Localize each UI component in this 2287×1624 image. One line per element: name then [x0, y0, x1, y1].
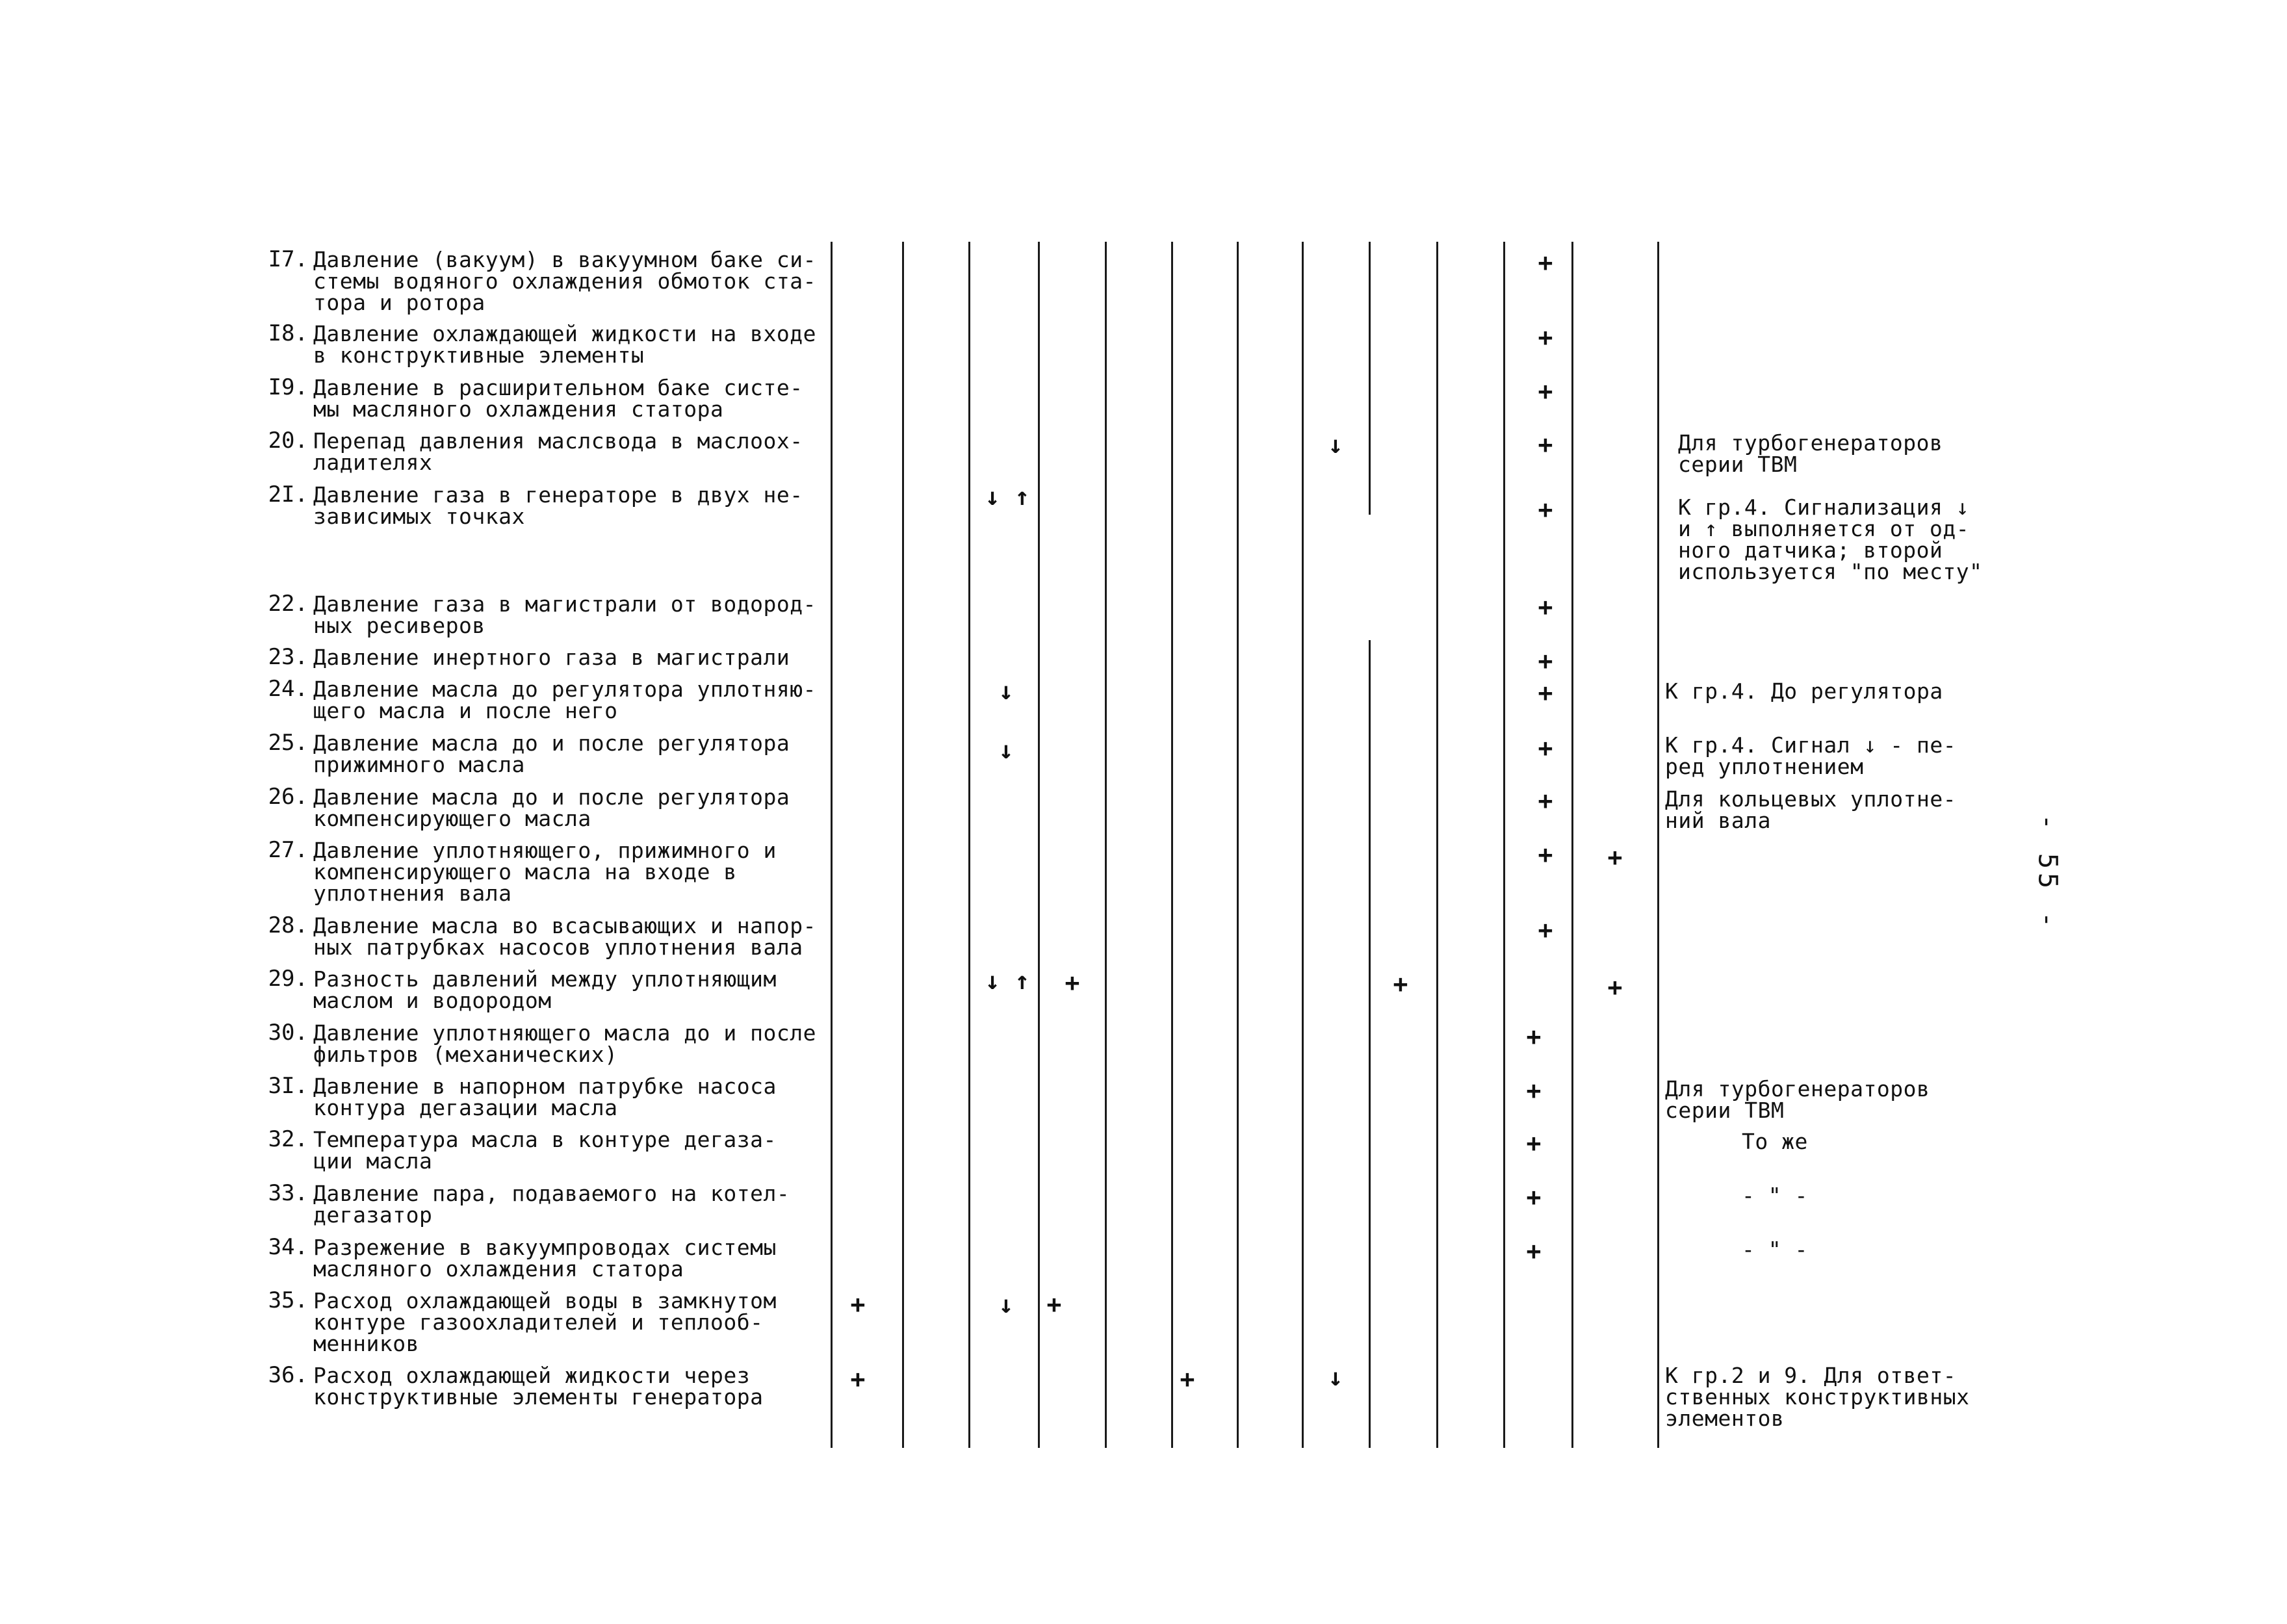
row-number: 3I. — [268, 1073, 308, 1099]
row-number: 35. — [268, 1287, 308, 1313]
plus-mark: + — [1607, 973, 1623, 1001]
row-number: I7. — [268, 246, 308, 272]
column-divider — [1171, 242, 1173, 1448]
note: - " - — [1742, 1183, 1808, 1208]
row-text: Давление масла во всасывающих и напор- ных патрубках насосов уплотнения вала — [313, 913, 816, 960]
row-text: Давление масла до регулятора уплотняю- щего масла и после него — [313, 677, 816, 723]
column-divider-partial — [1369, 242, 1371, 515]
plus-mark: + — [1607, 843, 1623, 871]
row-number: 23. — [268, 644, 308, 670]
row-number: 34. — [268, 1234, 308, 1260]
row-number: 22. — [268, 591, 308, 617]
down-arrow-icon: ↓ — [998, 736, 1014, 764]
column-divider — [1503, 242, 1505, 1448]
note: Для турбогенераторов серии ТВМ — [1678, 430, 1943, 477]
row-text: Давление газа в магистрали от водород- ных ресиверов — [313, 591, 816, 638]
plus-mark: + — [1538, 323, 1553, 352]
row-text: Перепад давления маслсвода в маслоох- ладителях — [313, 428, 803, 475]
column-divider — [1571, 242, 1573, 1448]
row-text: Расход охлаждающей жидкости через конструктивные элементы генератора — [313, 1363, 764, 1410]
row-number: 28. — [268, 912, 308, 938]
row-text: Давление уплотняющего, прижимного и компенсирующего масла на входе в уплотнения вала — [313, 838, 777, 906]
column-divider — [968, 242, 970, 1448]
plus-mark: + — [1538, 377, 1553, 406]
note: То же — [1742, 1129, 1808, 1154]
plus-mark: + — [850, 1365, 866, 1393]
plus-mark: + — [1526, 1183, 1542, 1211]
note: К гр.4. Сигнал ↓ - пе- ред уплотнением — [1665, 732, 1957, 779]
row-number: 33. — [268, 1180, 308, 1206]
down-arrow-icon: ↓ — [1328, 430, 1343, 459]
row-text: Давление инертного газа в магистрали — [313, 645, 790, 670]
note: - " - — [1742, 1237, 1808, 1262]
column-divider — [1436, 242, 1438, 1448]
row-number: 25. — [268, 730, 308, 756]
row-text: Расход охлаждающей воды в замкнутом контуре газоохладителей и теплооб- менников — [313, 1288, 777, 1356]
plus-mark: + — [1046, 1290, 1062, 1319]
plus-mark: + — [1538, 593, 1553, 621]
plus-mark: + — [1538, 678, 1553, 707]
row-text: Давление масла до и после регулятора компенсирующего масла — [313, 784, 790, 831]
row-text: Давление (вакуум) в вакуумном баке си- стемы водяного охлаждения обмоток ста- тора и ротора — [313, 247, 816, 315]
plus-mark: + — [1538, 734, 1553, 762]
row-number: I9. — [268, 374, 308, 400]
row-number: 32. — [268, 1126, 308, 1152]
row-text: Давление в напорном патрубке насоса контура дегазации масла — [313, 1074, 777, 1120]
note: К гр.4. До регулятора — [1665, 678, 1943, 704]
plus-mark: + — [1538, 495, 1553, 524]
plus-mark: + — [1526, 1237, 1542, 1265]
row-number: 36. — [268, 1362, 308, 1388]
plus-mark: + — [1538, 916, 1553, 944]
down-up-arrows-icon: ↓ ↑ — [985, 482, 1030, 511]
row-number: 26. — [268, 784, 308, 810]
column-divider — [1237, 242, 1239, 1448]
row-text: Давление в расширительном баке систе- мы масляного охлаждения статора — [313, 375, 803, 422]
plus-mark: + — [1526, 1076, 1542, 1105]
row-number: 2I. — [268, 482, 308, 508]
plus-mark: + — [1065, 968, 1080, 997]
column-divider — [1302, 242, 1304, 1448]
plus-mark: + — [1180, 1365, 1195, 1393]
row-number: 24. — [268, 676, 308, 702]
plus-mark: + — [1526, 1129, 1542, 1157]
down-arrow-icon: ↓ — [998, 677, 1014, 705]
row-text: Разность давлений между уплотняющим маслом и водородом — [313, 966, 777, 1013]
row-text: Давление газа в генераторе в двух не- зависимых точках — [313, 482, 803, 529]
row-text: Температура масла в контуре дегаза- ции масла — [313, 1127, 777, 1174]
row-text: Давление охлаждающей жидкости на входе в конструктивные элементы — [313, 321, 816, 368]
plus-mark: + — [1538, 647, 1553, 675]
note: К гр.2 и 9. Для ответ- ственных конструктивных элементов — [1665, 1363, 1970, 1431]
row-number: 20. — [268, 428, 308, 454]
row-text: Давление пара, подаваемого на котел- дегазатор — [313, 1181, 790, 1228]
down-arrow-icon: ↓ — [1328, 1363, 1343, 1391]
column-divider-partial — [1369, 640, 1371, 1448]
plus-mark: + — [1393, 970, 1408, 998]
plus-mark: + — [850, 1290, 866, 1319]
column-divider — [902, 242, 904, 1448]
note: Для турбогенераторов серии ТВМ — [1665, 1076, 1930, 1123]
down-up-arrows-icon: ↓ ↑ — [985, 966, 1030, 995]
row-number: 27. — [268, 837, 308, 863]
column-divider — [831, 242, 833, 1448]
row-number: 29. — [268, 966, 308, 992]
column-divider — [1105, 242, 1107, 1448]
page-number: - 55 - — [2032, 814, 2063, 932]
row-text: Разрежение в вакуумпроводах системы масляного охлаждения статора — [313, 1235, 777, 1282]
plus-mark: + — [1526, 1022, 1542, 1051]
column-divider — [1038, 242, 1040, 1448]
plus-mark: + — [1538, 248, 1553, 277]
note: Для кольцевых уплотне- ний вала — [1665, 786, 1957, 833]
plus-mark: + — [1538, 840, 1553, 869]
column-divider — [1657, 242, 1659, 1448]
down-arrow-icon: ↓ — [998, 1290, 1014, 1319]
plus-mark: + — [1538, 430, 1553, 459]
plus-mark: + — [1538, 786, 1553, 815]
row-text: Давление уплотняющего масла до и после фильтров (механических) — [313, 1020, 816, 1067]
row-text: Давление масла до и после регулятора прижимного масла — [313, 730, 790, 777]
row-number: 30. — [268, 1020, 308, 1046]
row-number: I8. — [268, 320, 308, 346]
note: К гр.4. Сигнализация ↓ и ↑ выполняется от од- ного датчика; второй используется "по месту" — [1678, 495, 1983, 584]
